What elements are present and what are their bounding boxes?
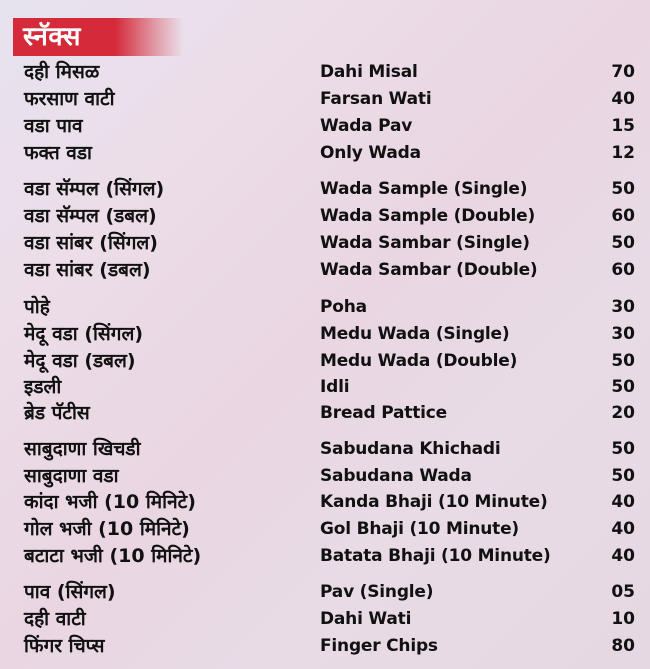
item-name-marathi: वडा सॅम्पल (सिंगल) <box>24 178 165 200</box>
item-name-english: Sabudana Wada <box>320 466 472 486</box>
item-name-marathi: ब्रेड पॅटीस <box>24 402 90 424</box>
item-name-marathi: मेदू वडा (डबल) <box>24 350 136 372</box>
item-name-marathi: साबुदाणा खिचडी <box>24 438 141 460</box>
item-name-english: Poha <box>320 297 367 317</box>
item-name-english: Only Wada <box>320 143 421 163</box>
item-price: 60 <box>611 260 635 280</box>
item-price: 50 <box>611 233 635 253</box>
menu-item <box>0 348 650 375</box>
item-name-english: Farsan Wati <box>320 89 432 109</box>
item-name-marathi: कांदा भजी (10 मिनिटे) <box>24 491 196 513</box>
item-name-marathi: फरसाण वाटी <box>24 88 115 110</box>
menu-item <box>0 489 650 516</box>
item-price: 50 <box>611 439 635 459</box>
item-price: 60 <box>611 206 635 226</box>
section-title: स्नॅक्स <box>23 22 81 52</box>
menu-item <box>0 86 650 113</box>
item-name-marathi: मेदू वडा (सिंगल) <box>24 323 144 345</box>
item-name-english: Bread Pattice <box>320 403 447 423</box>
item-name-english: Dahi Wati <box>320 609 412 629</box>
item-name-marathi: वडा सांबर (डबल) <box>24 259 151 281</box>
menu-item <box>0 230 650 257</box>
item-name-english: Wada Sample (Double) <box>320 206 536 226</box>
item-name-marathi: वडा सांबर (सिंगल) <box>24 232 158 254</box>
item-name-english: Kanda Bhaji (10 Minute) <box>320 492 548 512</box>
item-price: 50 <box>611 466 635 486</box>
menu-item <box>0 633 650 660</box>
item-name-marathi: फिंगर चिप्स <box>24 635 105 657</box>
menu-item <box>0 579 650 606</box>
item-name-marathi: साबुदाणा वडा <box>24 465 119 487</box>
item-name-english: Medu Wada (Double) <box>320 351 518 371</box>
item-name-marathi: वडा पाव <box>24 115 83 137</box>
menu-item <box>0 436 650 463</box>
menu-item <box>0 59 650 86</box>
item-name-english: Finger Chips <box>320 636 438 656</box>
item-name-english: Idli <box>320 377 350 397</box>
item-price: 40 <box>611 492 635 512</box>
item-price: 12 <box>611 143 635 163</box>
item-name-marathi: इडली <box>24 376 62 398</box>
item-name-marathi: बटाटा भजी (10 मिनिटे) <box>24 545 202 567</box>
item-price: 20 <box>611 403 635 423</box>
item-price: 40 <box>611 89 635 109</box>
item-name-english: Batata Bhaji (10 Minute) <box>320 546 551 566</box>
item-price: 80 <box>611 636 635 656</box>
item-name-marathi: फक्त वडा <box>24 142 92 164</box>
menu-item <box>0 400 650 427</box>
item-name-marathi: दही वाटी <box>24 608 86 630</box>
item-name-english: Dahi Misal <box>320 62 418 82</box>
section-header-banner <box>13 18 183 56</box>
item-price: 05 <box>611 582 635 602</box>
item-price: 30 <box>611 297 635 317</box>
item-name-english: Wada Sample (Single) <box>320 179 528 199</box>
item-price: 40 <box>611 519 635 539</box>
item-name-english: Wada Sambar (Single) <box>320 233 530 253</box>
menu-item <box>0 516 650 543</box>
item-name-english: Pav (Single) <box>320 582 434 602</box>
item-price: 30 <box>611 324 635 344</box>
menu-item <box>0 606 650 633</box>
item-name-marathi: गोल भजी (10 मिनिटे) <box>24 518 190 540</box>
item-name-english: Gol Bhaji (10 Minute) <box>320 519 520 539</box>
menu-item <box>0 176 650 203</box>
menu-item <box>0 113 650 140</box>
menu-item <box>0 321 650 348</box>
item-name-english: Medu Wada (Single) <box>320 324 510 344</box>
item-price: 40 <box>611 546 635 566</box>
menu-item <box>0 543 650 570</box>
item-price: 50 <box>611 179 635 199</box>
item-name-marathi: पोहे <box>24 296 50 318</box>
item-price: 50 <box>611 351 635 371</box>
item-name-english: Sabudana Khichadi <box>320 439 501 459</box>
item-name-marathi: पाव (सिंगल) <box>24 581 116 603</box>
menu-item <box>0 463 650 490</box>
menu-item <box>0 374 650 401</box>
menu-item <box>0 294 650 321</box>
item-name-english: Wada Sambar (Double) <box>320 260 538 280</box>
item-price: 10 <box>611 609 635 629</box>
menu-item <box>0 140 650 167</box>
item-price: 70 <box>611 62 635 82</box>
menu-item <box>0 203 650 230</box>
item-name-marathi: दही मिसळ <box>24 61 100 83</box>
item-name-marathi: वडा सॅम्पल (डबल) <box>24 205 157 227</box>
item-price: 15 <box>611 116 635 136</box>
menu-item <box>0 257 650 284</box>
item-price: 50 <box>611 377 635 397</box>
item-name-english: Wada Pav <box>320 116 413 136</box>
